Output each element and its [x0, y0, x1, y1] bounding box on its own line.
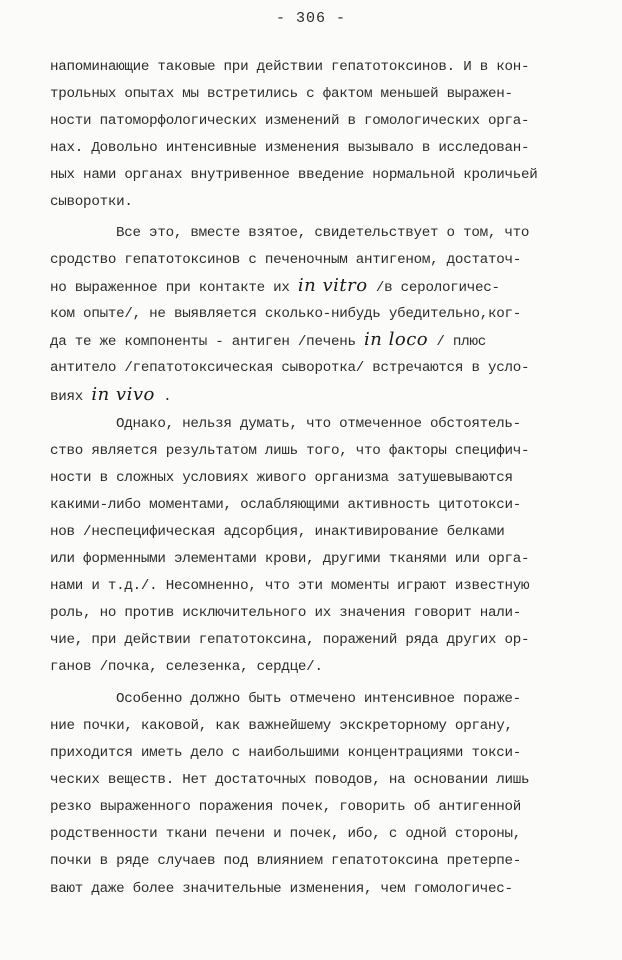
- line-text: нах. Довольно интенсивные изменения вызывало в исследован-: [50, 140, 530, 156]
- text-line: [50, 717, 513, 735]
- text-line: [50, 359, 529, 377]
- line-text: чие, при действии гепатотоксина, поражений ряда других ор-: [50, 632, 530, 648]
- line-text: нов /неспецифическая адсорбция, инактивирование белками: [50, 524, 505, 540]
- text-line: [50, 442, 529, 460]
- line-text: напоминающие таковые при действии гепатотоксинов. И в кон-: [50, 59, 530, 75]
- text-line: [50, 852, 521, 870]
- handwritten-latin-term: in vivo: [91, 384, 155, 405]
- line-text: роль, но против исключительного их значения говорит нали-: [50, 605, 522, 621]
- line-text: антитело /гепатотоксическая сыворотка/ встречаются в усло-: [50, 360, 530, 376]
- line-text: ных нами органах внутривенное введение нормальной кроличьей: [50, 167, 538, 183]
- text-line: [50, 631, 529, 649]
- line-text: .: [154, 389, 172, 405]
- line-text: виях: [50, 389, 92, 405]
- line-text: Однако, нельзя думать, что отмеченное обстоятель-: [116, 416, 521, 432]
- line-text: вают даже более значительные изменения, чем гомологичес-: [50, 881, 513, 897]
- handwritten-latin-term: in loco: [364, 329, 429, 350]
- line-text: какими-либо моментами, ослабляющими активность цитотокси-: [50, 497, 522, 513]
- line-text: сродство гепатотоксинов с печеночным антигеном, достаточ-: [50, 252, 522, 268]
- text-line: [50, 577, 529, 595]
- handwritten-latin-term: in vitro: [297, 275, 368, 296]
- text-line: [50, 469, 513, 487]
- text-line: [50, 550, 529, 568]
- line-text: ние почки, каковой, как важнейшему экскреторному органу,: [50, 718, 513, 734]
- text-line: [50, 523, 505, 541]
- text-line: [50, 658, 323, 676]
- text-line: [50, 166, 538, 184]
- line-text: Все это, вместе взятое, свидетельствует о том, что: [116, 225, 530, 241]
- line-text: ческих веществ. Нет достаточных поводов, на основании лишь: [50, 772, 530, 788]
- line-text: трольных опытах мы встретились с фактом меньшей выражен-: [50, 86, 513, 102]
- text-line: [50, 58, 529, 76]
- text-line: [50, 604, 521, 622]
- line-text: ности патоморфологических изменений в гомологических орга-: [50, 113, 530, 129]
- line-text: ком опыте/, не выявляется сколько-нибудь убедительно,ког-: [50, 306, 522, 322]
- line-text: приходится иметь дело с наибольшими концентрациями токси-: [50, 745, 522, 761]
- line-text: ство является результатом лишь того, что факторы специфич-: [50, 443, 530, 459]
- text-line: [50, 139, 529, 157]
- text-line: [50, 277, 500, 297]
- line-text: да те же компоненты - антиген /печень: [50, 334, 365, 350]
- text-line: [50, 85, 513, 103]
- text-line: [50, 798, 521, 816]
- text-line: [50, 825, 521, 843]
- line-text: или форменными элементами крови, другими тканями или орга-: [50, 551, 530, 567]
- line-text: ганов /почка, селезенка, сердце/.: [50, 659, 323, 675]
- text-line: [50, 386, 171, 406]
- line-text: /в серологичес-: [367, 280, 500, 296]
- line-text: Особенно должно быть отмечено интенсивное пораже-: [116, 691, 521, 707]
- text-line: [50, 771, 529, 789]
- line-text: нами и т.д./. Несомненно, что эти моменты играют известную: [50, 578, 530, 594]
- line-text: ности в сложных условиях живого организма затушевываются: [50, 470, 513, 486]
- text-line: [50, 251, 521, 269]
- text-line: [50, 305, 521, 323]
- text-line: [50, 744, 521, 762]
- text-line: [50, 112, 529, 130]
- text-line: [116, 415, 521, 433]
- text-line: [50, 496, 521, 514]
- line-text: родственности ткани печени и почек, ибо, с одной стороны,: [50, 826, 522, 842]
- line-text: / плюс: [428, 334, 486, 350]
- page-number: - 306 -: [275, 10, 346, 27]
- text-line: [116, 690, 521, 708]
- text-line: [50, 193, 133, 211]
- line-text: почки в ряде случаев под влиянием гепатотоксина претерпе-: [50, 853, 522, 869]
- line-text: сыворотки.: [50, 194, 133, 210]
- text-line: [116, 224, 529, 242]
- line-text: но выраженное при контакте их: [50, 280, 298, 296]
- text-line: [50, 331, 486, 351]
- line-text: резко выраженного поражения почек, говорить об антигенной: [50, 799, 522, 815]
- text-line: [50, 880, 513, 898]
